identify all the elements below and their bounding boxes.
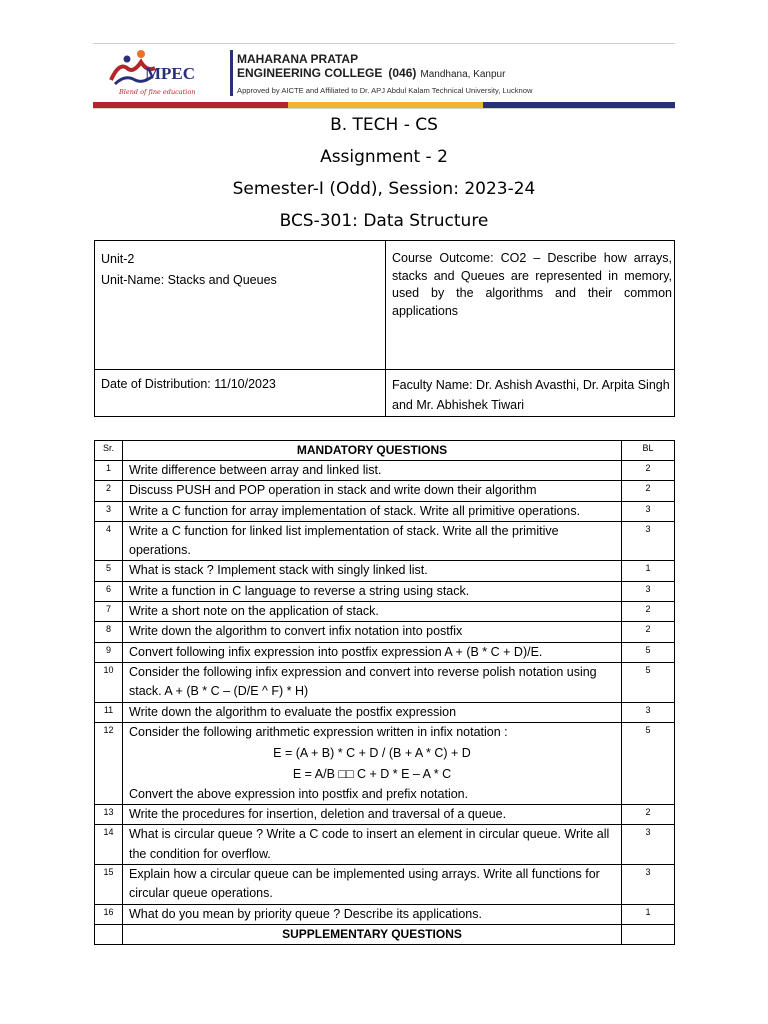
program-title: B. TECH - CS [330,115,438,135]
row-question: Write a C function for array implementation of stack. Write all primitive operations. [123,501,622,521]
table-row [95,904,675,924]
row-bl [622,924,675,944]
row-bl: 2 [622,602,675,622]
table-row [95,461,675,481]
row-sr: 14 [95,825,123,865]
table-row [95,825,675,865]
row-bl: 3 [622,864,675,904]
row-sr: 11 [95,702,123,722]
row-bl: 3 [622,581,675,601]
stripe-yellow [288,102,483,108]
table-row [95,622,675,642]
row-bl: 5 [622,662,675,702]
college-name: MAHARANA PRATAP ENGINEERING COLLEGE (046) Mandhana, Kanpur [237,52,506,80]
table-row [95,581,675,601]
row-bl: 3 [622,702,675,722]
course-title: BCS-301: Data Structure [279,211,489,231]
table-row [95,702,675,722]
table-row [95,662,675,702]
supplementary-header-row [95,924,675,944]
row-bl: 3 [622,501,675,521]
row-question: What is circular queue ? Write a C code to insert an element in circular queue. Write all the condition for overflow. [123,825,622,865]
questions-table [94,440,675,945]
row-question: Write difference between array and linked list. [123,461,622,481]
banner-divider [230,50,233,96]
row-question: Write down the algorithm to evaluate the postfix expression [123,702,622,722]
col-questions-header: MANDATORY QUESTIONS [123,441,622,461]
date-of-distribution: Date of Distribution: 11/10/2023 [101,377,276,391]
row-question: Write a C function for linked list implementation of stack. Write all the primitive operations. [123,521,622,561]
row-question: Convert following infix expression into postfix expression A + (B * C + D)/E. [123,642,622,662]
table-row [95,864,675,904]
table-row [95,602,675,622]
college-banner [93,43,675,109]
faculty-names: Faculty Name: Dr. Ashish Avasthi, Dr. Arpita Singh and Mr. Abhishek Tiwari [392,378,670,412]
info-box [94,240,675,417]
table-row [95,481,675,501]
row-question [123,722,622,804]
row-sr: 2 [95,481,123,501]
row-bl: 2 [622,805,675,825]
row-sr: 10 [95,662,123,702]
table-header-row [95,441,675,461]
table-row [95,722,675,804]
table-row [95,501,675,521]
row-sr [95,924,123,944]
row-sr: 16 [95,904,123,924]
row-bl: 2 [622,481,675,501]
table-row [95,805,675,825]
col-bl-header: BL [622,441,675,461]
row-question: Write down the algorithm to convert infix notation into postfix [123,622,622,642]
row-question: Write the procedures for insertion, deletion and traversal of a queue. [123,805,622,825]
unit-name: Unit-Name: Stacks and Queues [101,273,277,287]
course-outcome: Course Outcome: CO2 – Describe how arrays, stacks and Queues are represented in memory, used by the algorithms and their common applications [392,251,672,318]
unit-label: Unit-2 [101,252,135,266]
row-bl: 5 [622,722,675,804]
info-divider-vertical [385,241,386,416]
row-question: Write a short note on the application of stack. [123,602,622,622]
row-sr: 12 [95,722,123,804]
row-bl: 1 [622,561,675,581]
expression-line: E = (A + B) * C + D / (B + A * C) + D [273,746,471,761]
row-bl: 3 [622,521,675,561]
semester-title: Semester-I (Odd), Session: 2023-24 [232,179,536,199]
row-bl: 3 [622,825,675,865]
row-sr: 8 [95,622,123,642]
row-sr: 7 [95,602,123,622]
supplementary-header: SUPPLEMENTARY QUESTIONS [123,924,622,944]
row-sr: 15 [95,864,123,904]
row-sr: 6 [95,581,123,601]
row-bl: 2 [622,461,675,481]
row-question: Write a function in C language to reverse a string using stack. [123,581,622,601]
svg-text:MPEC: MPEC [145,64,196,83]
svg-text:Blend of fine education: Blend of fine education [119,88,196,96]
row-bl: 5 [622,642,675,662]
stripe-red [93,102,288,108]
row-sr: 4 [95,521,123,561]
row-sr: 1 [95,461,123,481]
approval-text: Approved by AICTE and Affiliated to Dr. APJ Abdul Kalam Technical University, Lucknow [237,86,533,95]
stripe-blue [483,102,675,108]
row-question: Consider the following infix expression and convert into reverse polish notation using stack. A + (B * C – (D/E ^ F) * H) [123,662,622,702]
expression-line: E = A/B □□ C + D * E – A * C [292,767,452,782]
row-question: Discuss PUSH and POP operation in stack and write down their algorithm [123,481,622,501]
row-question: What do you mean by priority queue ? Describe its applications. [123,904,622,924]
row-sr: 13 [95,805,123,825]
row-question: Explain how a circular queue can be implemented using arrays. Write all functions for circular queue operations. [123,864,622,904]
assignment-title: Assignment - 2 [320,147,448,167]
table-row [95,561,675,581]
question-text: Consider the following arithmetic expression written in infix notation : [129,724,508,739]
row-sr: 3 [95,501,123,521]
col-sr-header: Sr. [95,441,123,461]
row-bl: 1 [622,904,675,924]
row-sr: 5 [95,561,123,581]
row-question: What is stack ? Implement stack with singly linked list. [123,561,622,581]
table-row [95,521,675,561]
question-text: Convert the above expression into postfix and prefix notation. [129,786,469,801]
info-divider-horizontal [95,369,674,370]
college-logo [97,46,225,98]
row-sr: 9 [95,642,123,662]
row-bl: 2 [622,622,675,642]
table-row [95,642,675,662]
